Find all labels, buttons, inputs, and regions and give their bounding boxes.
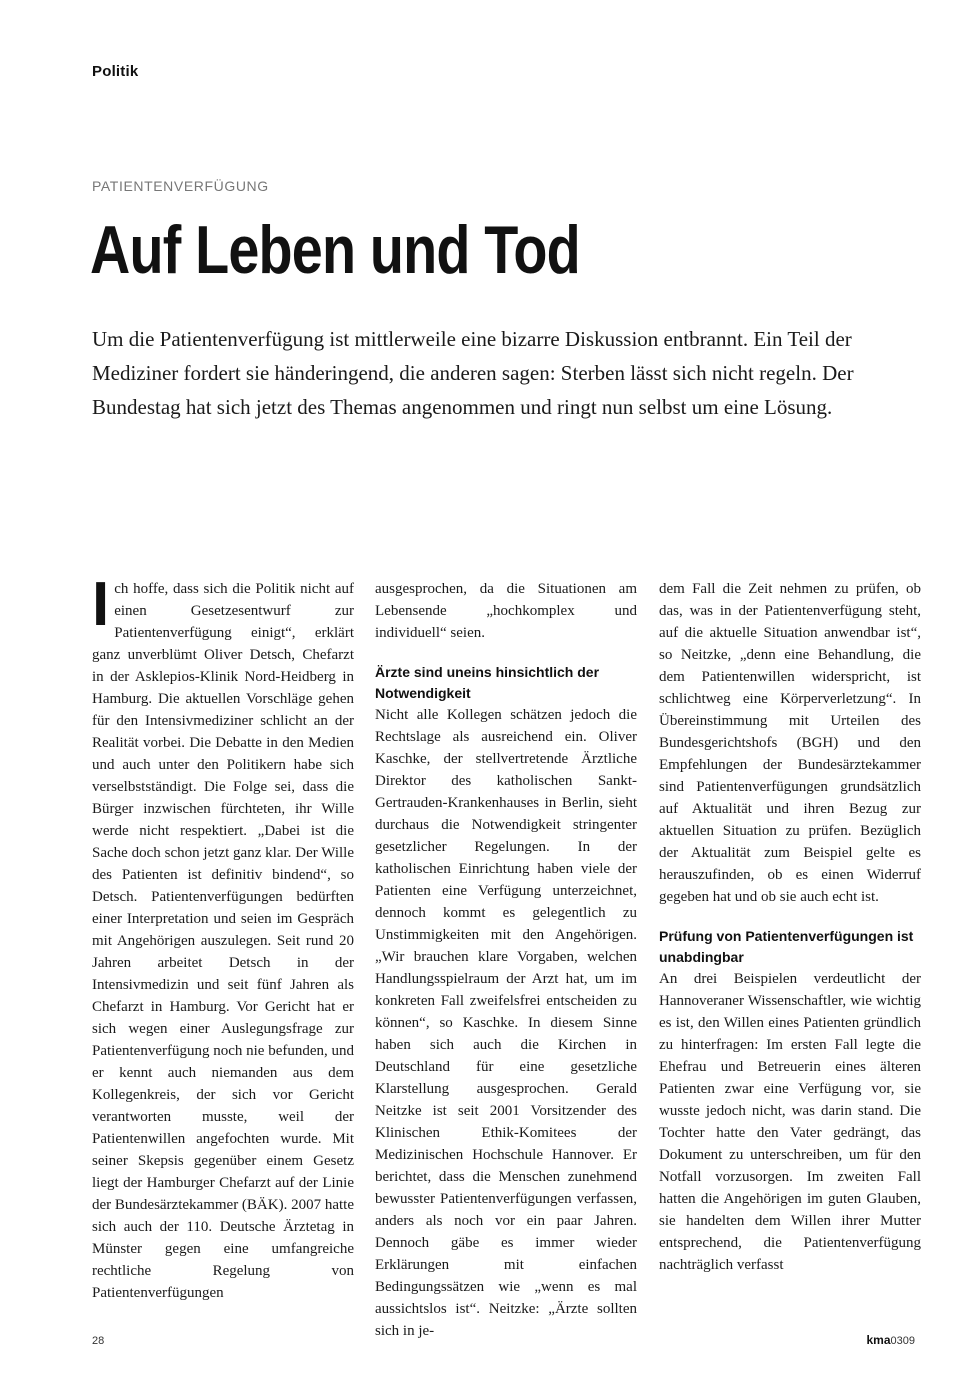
magazine-footer xyxy=(866,1333,915,1347)
drop-cap: I xyxy=(92,570,110,639)
paragraph: Nicht alle Kollegen schätzen jedoch die Rechtslage als ausreichend ein. Oliver Kaschke, der stellvertretende Ärztliche Direktor des katholischen Sankt-Gertrauden-Krankenhauses in Berlin, sieht durchaus die Notwendigkeit stringenter gesetzlicher Regelungen. In der katholischen Einrichtung haben viele der Patienten eine Verfügung unterzeichnet, dennoch kommt es gelegentlich zu Unstimmigkeiten mit den Angehörigen. „Wir brauchen klare Vorgaben, welchen Handlungsspielraum der Arzt hat, um im konkreten Fall zweifelsfrei entscheiden zu können“, so Kaschke. In diesem Sinne haben sich auch die Kirchen in Deutschland für eine gesetzliche Klarstellung ausgesprochen. Gerald Neitzke ist seit 2001 Vorsitzender des Klinischen Ethik-Komitees der Medizinischen Hochschule Hannover. Er berichtet, dass die Menschen zunehmend bewusster Patientenverfügungen verfassen, anders als noch vor ein paar Jahren. Dennoch gäbe es immer wieder Erklärungen mit einfachen Bedingungssätzen wie „wenn es mal aussichtslos ist“. Neitzke: „Ärzte sollten sich in je- xyxy=(375,707,637,1339)
paragraph: An drei Beispielen verdeutlicht der Hannoveraner Wissenschaftler, wie wichtig es ist, den Willen eines Patienten gründlich zu hinterfragen: Im ersten Fall legte die Ehefrau und Betreuerin eines älteren Patienten zwar eine Verfügung vor, sie wusste jedoch nicht, was darin stand. Die Tochter hatte den Vater gedrängt, das Dokument zu unterschreiben, um für den Notfall vorzusorgen. Im zweiten Fall hatten die Angehörigen im guten Glauben, sie handelten dem Willen ihrer Mutter entsprechend, die Patientenverfügung nachträglich verfasst xyxy=(659,971,921,1273)
paragraph: ausgesprochen, da die Situationen am Lebensende „hochkomplex und individuell“ seien. xyxy=(375,581,637,641)
article-headline: Auf Leben und Tod xyxy=(90,212,580,288)
paragraph: dem Fall die Zeit nehmen zu prüfen, ob das, was in der Patientenverfügung steht, auf die aktuelle Situation anwendbar ist“, so Neitzke, „denn eine Behandlung, die dem Patientenwillen widerspricht, ist schlichtweg eine Körperverletzung“. In Übereinstimmung mit Urteilen des Bundesgerichtshofs (BGH) und den Empfehlungen der Bundesärztekammer sind Patientenverfügungen grundsätzlich auf Aktualität und ihren Bezug zur aktuellen Situation zu prüfen. Bezüglich der Aktualität zum Beispiel gelte es herauszufinden, ob es einen Widerruf gegeben hat und ob sie auch echt ist. xyxy=(659,581,921,905)
issue-number: 0309 xyxy=(890,1335,915,1347)
subheading: Ärzte sind uneins hinsichtlich der Notwendigkeit xyxy=(375,664,600,701)
paragraph xyxy=(92,570,355,1304)
magazine-brand: kma xyxy=(866,1333,891,1347)
article-column-3 xyxy=(659,578,921,1276)
subheading: Prüfung von Patientenverfügungen ist unabdingbar xyxy=(659,928,914,965)
article-kicker: PATIENTENVERFÜGUNG xyxy=(92,178,269,194)
section-label: Politik xyxy=(92,63,139,80)
article-column-1 xyxy=(92,570,355,1304)
page-number: 28 xyxy=(92,1335,105,1347)
paragraph-text: ch hoffe, dass sich die Politik nicht auf einen Gesetzesentwurf zur Patientenverfügung einigt“, erklärt ganz unverblümt Oliver Detsch, Chefarzt in der Asklepios-Klinik Nord-Heidberg in Hamburg. Die aktuellen Vorschläge gehen für den Intensivmediziner schlicht an der Realität vorbei. Die Debatte in den Medien und auch unter den Politikern habe sich verselbstständigt. Die Folge sei, dass die Bürger inzwischen fürchteten, ihr Wille werde nicht respektiert. „Dabei ist die Sache doch schon jetzt ganz klar. Der Wille des Patienten ist definitiv bindend“, so Detsch. Patientenverfügungen bedürften einer Interpretation und seien im Gespräch mit Angehörigen auszulegen. Seit rund 20 Jahren arbeitet Detsch in der Intensivmedizin und seit fünf Jahren als Chefarzt in Hamburg. Vor Gericht hat er sich wegen einer Auslegungsfrage zur Patientenverfügung noch nie befunden, und er kennt auch niemanden aus dem Kollegenkreis, der sich vor Gericht verantworten musste, weil der Patientenwillen angefochten wurde. Mit seiner Skepsis gegenüber einem Gesetz liegt der Hamburger Chefarzt auf der Linie der Bundesärztekammer (BÄK). 2007 hatte sich auch der 110. Deutsche Ärztetag in Münster gegen eine umfangreiche rechtliche Regelung von Patientenverfügungen xyxy=(92,581,355,1301)
article-column-2 xyxy=(375,578,637,1342)
article-lead: Um die Patientenverfügung ist mittlerweile eine bizarre Diskussion entbrannt. Ein Teil der Mediziner fordert sie händeringend, die anderen sagen: Sterben lässt sich nicht regeln. Der Bundestag hat sich jetzt des Themas angenommen und ringt nun selbst um eine Lösung. xyxy=(92,327,854,419)
